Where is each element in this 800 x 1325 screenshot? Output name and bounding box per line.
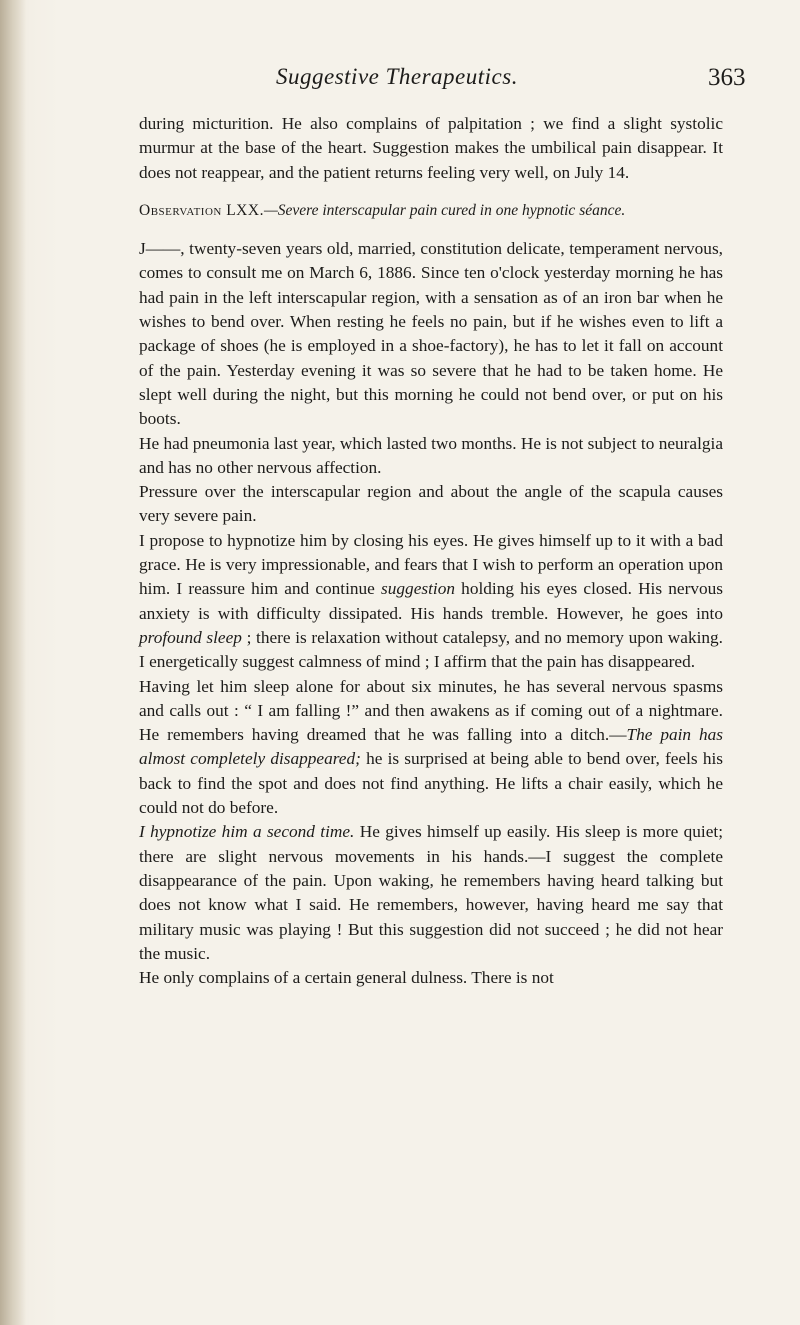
text-segment: Having let him sleep alone for about six minutes, he has several nervous spasms and calls out : “ I am falling !” and then awakens as if coming out of a nightmare. He remembers having dreamed that he was falling into a ditch.—: [139, 676, 723, 745]
observation-heading: [139, 199, 723, 223]
paragraph-first-hypnosis: [139, 529, 723, 675]
paragraph-waking: [139, 675, 723, 821]
binding-shadow: [0, 0, 26, 1325]
text-segment: he is surprised at being able to bend over, feels his back to find the spot and does not find anything. He lifts a chair easily, which he could not do before.: [139, 749, 723, 818]
paragraph-continuation: during micturition. He also complains of palpitation ; we find a slight systolic murmur at the base of the heart. Suggestion makes the umbilical pain disappear. It does not reappear, and the patient returns feeling very well, on July 14.: [139, 114, 723, 182]
page-number: 363: [708, 64, 746, 91]
emphasis-second-time: I hypnotize him a second time.: [139, 822, 355, 842]
text-segment: He gives himself up easily. His sleep is more quiet; there are slight nervous movements in his hands.—I suggest the complete disappearance of the pain. Upon waking, he remembers having heard talking but does not know what I said. He remembers, however, having heard me say that military music was playing ! But this suggestion did not succeed ; he did not hear the music.: [139, 822, 723, 963]
emphasis-pain-disappeared: The pain has almost completely disappeared;: [139, 725, 723, 769]
text-segment: ; there is relaxation without catalepsy, and no memory upon waking. I energetically suggest calmness of mind ; I affirm that the pain has disappeared.: [139, 627, 723, 672]
paragraph-case-history: J——, twenty-seven years old, married, constitution delicate, temperament nervous, comes to consult me on March 6, 1886. Since ten o'clock yesterday morning he has had pain in the left interscapular region, with a sensation as of an iron bar when he wishes to bend over. When resting he feels no pain, but if he wishes even to lift a package of shoes (he is employed in a shoe-factory), he has to let it fall on account of the pain. Yesterday evening it was so severe that he had to be taken home. He slept well during the night, but this morning he could not bend over, or put on his boots.: [139, 239, 723, 429]
paragraph-second-hypnosis: [139, 820, 723, 966]
running-head: Suggestive Therapeutics.: [276, 64, 518, 89]
emphasis-suggestion: suggestion: [381, 579, 455, 599]
paragraph-final: He only complains of a certain general dulness. There is not: [139, 968, 554, 988]
text-segment: holding his eyes closed. His nervous anxiety is with difficulty dissipated. His hands tremble. However, he goes into: [139, 579, 723, 623]
observation-label: Observation LXX.: [139, 201, 264, 219]
paragraph-examination: Pressure over the interscapular region and about the angle of the scapula causes very severe pain.: [139, 482, 723, 526]
body-text: [139, 112, 723, 990]
paragraph-past-history: He had pneumonia last year, which lasted two months. He is not subject to neuralgia and has no other nervous affection.: [139, 433, 723, 477]
page-header: [0, 62, 800, 102]
emphasis-profound-sleep: profound sleep: [139, 627, 242, 647]
observation-title: —Severe interscapular pain cured in one hypnotic séance.: [263, 201, 626, 219]
text-segment: I propose to hypnotize him by closing his eyes. He gives himself up to it with a bad grace. He is very impressionable, and fears that I wish to perform an operation upon him. I reassure him and continue: [139, 530, 723, 599]
